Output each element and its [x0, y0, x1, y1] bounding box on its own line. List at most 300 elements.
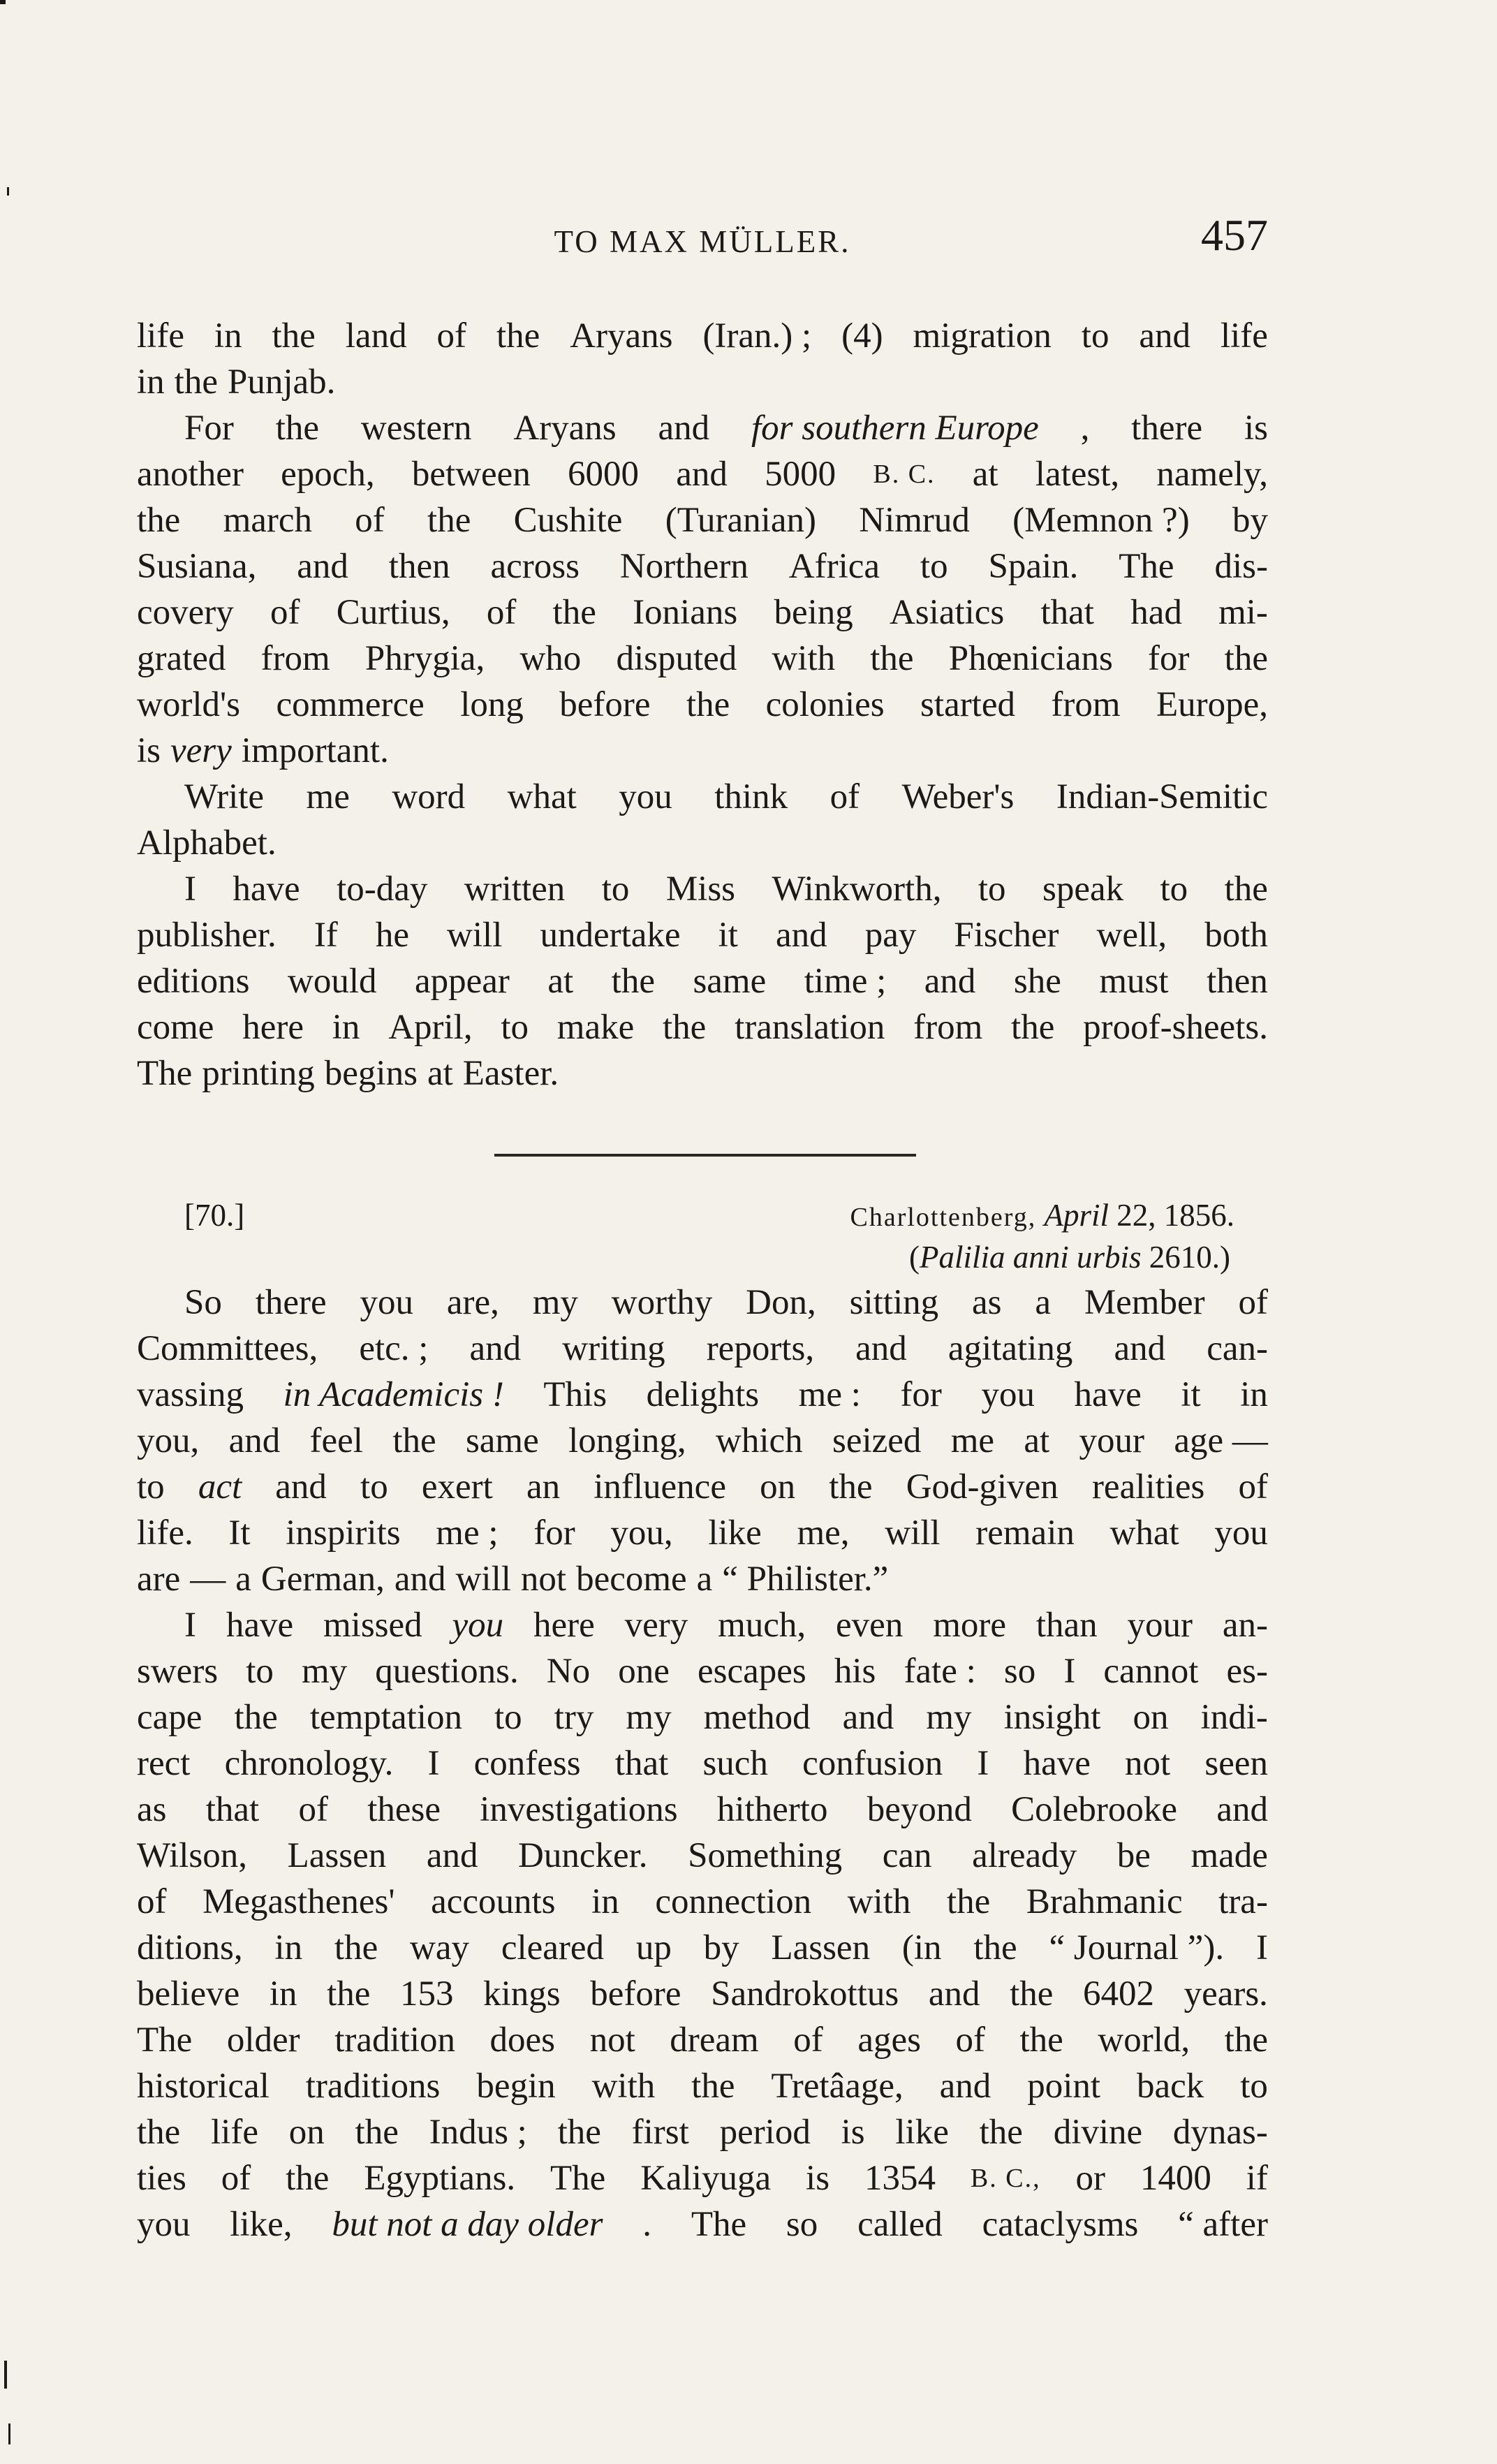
word: me	[950, 1421, 995, 1460]
word: the	[137, 501, 181, 540]
word: (Memnon ?)	[1012, 501, 1190, 540]
word: begin	[476, 2067, 556, 2106]
text-line	[137, 820, 1268, 866]
word: and	[228, 1421, 281, 1460]
word: in	[274, 1928, 303, 1967]
italic-word: for southern Europe	[751, 409, 1039, 448]
word: world's	[137, 685, 241, 724]
word: not	[1125, 1744, 1171, 1783]
word: Indus ;	[429, 2113, 527, 2152]
word: “ Philister.”	[722, 1560, 889, 1599]
word: Lassen	[287, 1836, 387, 1875]
word: more	[933, 1606, 1006, 1645]
page-header	[137, 210, 1268, 272]
word: Ionians	[633, 593, 738, 632]
word: I	[977, 1744, 989, 1783]
text-line	[137, 2109, 1268, 2155]
word: from	[1051, 685, 1121, 724]
word: it	[1181, 1375, 1201, 1414]
text-line	[137, 728, 1268, 774]
word: grated	[137, 639, 226, 678]
word: to	[137, 1467, 165, 1506]
word: Fischer	[954, 916, 1059, 955]
word: Alphabet.	[137, 823, 276, 863]
text-line	[137, 1326, 1268, 1372]
word: if	[1246, 2159, 1268, 2198]
word: the	[275, 409, 320, 448]
word: and	[775, 916, 827, 955]
word: well,	[1096, 916, 1167, 955]
text-line	[137, 1740, 1268, 1787]
word: which	[716, 1421, 803, 1460]
word: undertake	[540, 916, 681, 955]
word: Lassen	[771, 1928, 871, 1967]
word: what	[1109, 1513, 1179, 1553]
word: life	[211, 2113, 259, 2152]
text-line	[137, 1787, 1268, 1833]
word: land	[345, 316, 407, 355]
word: kings	[483, 1974, 561, 2014]
word: and	[1139, 316, 1191, 355]
word: Tretâage,	[771, 2067, 904, 2106]
word: can-	[1207, 1329, 1268, 1368]
word: colonies	[765, 685, 885, 724]
word: up	[635, 1928, 672, 1967]
word: Weber's	[901, 777, 1015, 816]
text-line	[137, 1556, 1268, 1602]
word: than	[1035, 1606, 1098, 1645]
word: as	[137, 1790, 167, 1829]
word: historical	[137, 2067, 270, 2106]
word: missed	[323, 1606, 422, 1645]
word: to	[920, 547, 948, 586]
note-latin: Palilia anni urbis	[919, 1240, 1142, 1275]
word: realities	[1091, 1467, 1205, 1506]
word: first	[631, 2113, 689, 2152]
word: proof-sheets.	[1083, 1008, 1268, 1047]
text-line	[137, 1879, 1268, 1925]
word: a	[1035, 1283, 1051, 1322]
small-caps-word: B. C.	[873, 460, 936, 489]
margin-speck	[7, 187, 9, 196]
word: so	[1003, 1652, 1036, 1691]
word: 5000	[765, 455, 836, 494]
word: life.	[137, 1513, 193, 1553]
word: the	[174, 362, 218, 402]
word: be	[1116, 1836, 1151, 1875]
word: questions.	[375, 1652, 519, 1691]
word: and	[297, 547, 348, 586]
word: God-given	[906, 1467, 1059, 1506]
word: the	[496, 316, 540, 355]
word: and	[658, 409, 710, 448]
word: I	[427, 1744, 440, 1783]
text-line	[137, 543, 1268, 589]
word: my	[302, 1652, 348, 1691]
word: being	[774, 593, 853, 632]
word: that	[205, 1790, 260, 1829]
word: to	[1081, 316, 1109, 355]
word: Punjab.	[227, 362, 336, 402]
word: inspirits	[286, 1513, 401, 1553]
text-line	[137, 1925, 1268, 1971]
word: is	[806, 2159, 830, 2198]
word: become	[576, 1560, 687, 1599]
text-line	[137, 2155, 1268, 2201]
word: on	[760, 1467, 796, 1506]
word: influence	[593, 1467, 726, 1506]
word: dis-	[1214, 547, 1268, 586]
word: your	[1079, 1421, 1144, 1460]
word: connection	[655, 1882, 812, 1921]
word: in	[332, 1008, 360, 1047]
word: here	[242, 1008, 304, 1047]
word: word	[392, 777, 466, 816]
word: the	[552, 593, 596, 632]
word: with	[591, 2067, 656, 2106]
word: of	[793, 2021, 823, 2060]
word: life	[137, 316, 184, 355]
word: in	[137, 362, 165, 402]
word: epoch,	[281, 455, 375, 494]
word: insight	[1003, 1698, 1101, 1737]
word: like,	[230, 2205, 293, 2244]
word: and	[275, 1467, 327, 1506]
word: agitating	[947, 1329, 1073, 1368]
word: Brahmanic	[1026, 1882, 1183, 1921]
word: believe	[137, 1974, 240, 2014]
word: does	[489, 2021, 556, 2060]
word: will	[455, 1560, 511, 1599]
running-head: TO MAX MÜLLER.	[554, 224, 851, 259]
word: to	[360, 1467, 388, 1506]
word: with	[772, 639, 836, 678]
word: from	[913, 1008, 983, 1047]
word: the	[234, 1698, 278, 1737]
letter-dateline	[850, 1194, 1234, 1238]
word: these	[367, 1790, 441, 1829]
word: here	[533, 1606, 595, 1645]
word: not	[520, 1560, 567, 1599]
word: Spain.	[988, 547, 1079, 586]
note-open-paren: (	[908, 1240, 920, 1275]
word: not	[589, 2021, 635, 2060]
text-line	[137, 866, 1268, 912]
word: as	[971, 1283, 1002, 1322]
word: in	[1240, 1375, 1268, 1414]
word: you	[137, 2205, 191, 2244]
italic-word: but not a day older	[332, 2205, 603, 2244]
word: older	[226, 2021, 300, 2060]
word: must	[1099, 962, 1169, 1001]
word: Europe,	[1156, 685, 1268, 724]
word: much,	[718, 1606, 806, 1645]
word: at	[547, 962, 574, 1001]
word: worthy	[611, 1283, 713, 1322]
word: chronology.	[224, 1744, 394, 1783]
word: come	[137, 1008, 214, 1047]
word: commerce	[276, 685, 425, 724]
word: you,	[137, 1421, 200, 1460]
word: cape	[137, 1698, 202, 1737]
word: Indian-Semitic	[1056, 777, 1268, 816]
word: of	[436, 316, 466, 355]
word: ,	[1080, 409, 1090, 448]
text-line	[137, 958, 1268, 1004]
word: is	[841, 2113, 865, 2152]
word: in	[214, 316, 242, 355]
word: Egyptians.	[364, 2159, 516, 2198]
text-line	[137, 1602, 1268, 1648]
word: vassing	[137, 1375, 244, 1414]
word: on	[288, 2113, 325, 2152]
word: hitherto	[716, 1790, 828, 1829]
word: dynas-	[1172, 2113, 1268, 2152]
word: .	[642, 2205, 652, 2244]
word: The	[137, 2021, 193, 2060]
word: Sandrokottus	[711, 1974, 899, 2014]
text-line	[137, 1464, 1268, 1510]
word: ties	[137, 2159, 186, 2198]
word: and	[939, 2067, 991, 2106]
word: such	[702, 1744, 768, 1783]
word: temptation	[309, 1698, 462, 1737]
word: you,	[610, 1513, 673, 1553]
text-line	[137, 359, 1268, 405]
word: across	[490, 547, 580, 586]
text-line	[137, 405, 1268, 451]
word: like	[895, 2113, 949, 2152]
text-line	[137, 1372, 1268, 1418]
word: and	[426, 1836, 478, 1875]
text-line	[137, 1418, 1268, 1464]
word: me,	[797, 1513, 850, 1553]
letter-date: 22, 1856.	[1109, 1198, 1234, 1233]
word: pay	[864, 916, 917, 955]
word: of	[1238, 1283, 1268, 1322]
word: the	[557, 2113, 601, 2152]
word: the	[327, 1974, 371, 2014]
word: tradition	[334, 2021, 455, 2060]
word: disputed	[616, 639, 737, 678]
word: 6000	[568, 455, 640, 494]
word: traditions	[305, 2067, 441, 2106]
word: 1400	[1140, 2159, 1211, 2198]
word: The	[1119, 547, 1174, 586]
text-line	[137, 1510, 1268, 1556]
word: to	[501, 1008, 529, 1047]
word: mi-	[1218, 593, 1268, 632]
word: you	[1214, 1513, 1268, 1553]
word: have	[1074, 1375, 1142, 1414]
word: are	[137, 1560, 181, 1599]
word: can	[882, 1836, 932, 1875]
word: long	[460, 685, 524, 724]
word: the	[611, 962, 655, 1001]
word: have	[233, 870, 300, 909]
word: the	[973, 1928, 1017, 1967]
word: Duncker.	[518, 1836, 648, 1875]
word: Member	[1084, 1283, 1205, 1322]
word: migration	[913, 316, 1052, 355]
word: Susiana,	[137, 547, 257, 586]
word: cannot	[1103, 1652, 1199, 1691]
word: tra-	[1218, 1882, 1268, 1921]
word: years.	[1183, 1974, 1268, 2014]
section-divider-rule	[494, 1154, 916, 1157]
word: begins	[324, 1054, 418, 1093]
word: investigations	[480, 1790, 678, 1829]
word: before	[590, 1974, 681, 2014]
word: life	[1220, 316, 1268, 355]
word: it	[718, 916, 738, 955]
word: Megasthenes'	[202, 1882, 395, 1921]
word: delights	[646, 1375, 760, 1414]
word: that	[1040, 593, 1094, 632]
word: ditions,	[137, 1928, 243, 1967]
word: accounts	[431, 1882, 556, 1921]
word: beyond	[867, 1790, 972, 1829]
word: with	[847, 1882, 911, 1921]
word: latest,	[1035, 455, 1120, 494]
word: in	[591, 1882, 619, 1921]
text-line	[137, 497, 1268, 543]
word: “ Journal ”).	[1049, 1928, 1225, 1967]
word: the	[870, 639, 914, 678]
word: try	[554, 1698, 594, 1737]
word: seized	[832, 1421, 922, 1460]
word: Winkworth,	[772, 870, 942, 909]
word: Something	[688, 1836, 843, 1875]
word: you	[619, 777, 672, 816]
word: or	[1075, 2159, 1105, 2198]
word: confusion	[802, 1744, 943, 1783]
letter-number: [70.]	[184, 1198, 245, 1233]
word: have	[1023, 1744, 1091, 1783]
margin-speck	[4, 2361, 7, 2389]
word: Write	[184, 777, 265, 816]
word: his	[834, 1652, 876, 1691]
word: of	[221, 2159, 251, 2198]
word: feel	[309, 1421, 363, 1460]
word: what	[507, 777, 577, 816]
word: the	[1011, 1008, 1055, 1047]
word: same	[465, 1421, 539, 1460]
word: to	[494, 1698, 522, 1737]
word: “ after	[1178, 2205, 1268, 2244]
word: before	[559, 685, 651, 724]
word: on	[1133, 1698, 1169, 1737]
word: like	[708, 1513, 762, 1553]
word: started	[920, 685, 1015, 724]
word: the	[137, 2113, 181, 2152]
word: made	[1190, 1836, 1268, 1875]
word: and	[855, 1329, 907, 1368]
word: of	[955, 2021, 985, 2060]
word: cleared	[501, 1928, 605, 1967]
word: —	[190, 1560, 226, 1599]
word: es-	[1226, 1652, 1268, 1691]
word: world,	[1098, 2021, 1190, 2060]
word: by	[1232, 501, 1268, 540]
text-line	[137, 1833, 1268, 1879]
text-line	[137, 2063, 1268, 2109]
word: to	[1160, 870, 1188, 909]
word: 153	[400, 1974, 454, 2014]
word: an	[526, 1467, 561, 1506]
italic-word: act	[198, 1467, 242, 1506]
text-line	[137, 1648, 1268, 1694]
word: writing	[562, 1329, 665, 1368]
word: Cushite	[513, 501, 623, 540]
word: the	[1224, 2021, 1268, 2060]
word: confess	[473, 1744, 581, 1783]
word: and	[676, 455, 728, 494]
word: Wilson,	[137, 1836, 248, 1875]
word: I	[1063, 1652, 1076, 1691]
word: and	[1114, 1329, 1166, 1368]
word: I	[1255, 1928, 1268, 1967]
word: western	[360, 409, 472, 448]
word: there	[255, 1283, 327, 1322]
text-block-continued	[137, 313, 1268, 1097]
word: then	[388, 547, 450, 586]
word: at	[427, 1054, 453, 1093]
word: Aryans	[570, 316, 673, 355]
word: of	[298, 1790, 328, 1829]
word: for	[900, 1375, 942, 1414]
text-line	[137, 1694, 1268, 1740]
word: (Iran.) ;	[702, 316, 812, 355]
margin-speck	[0, 0, 6, 4]
word: the	[1224, 870, 1268, 909]
word: you	[360, 1283, 414, 1322]
word: the	[427, 501, 471, 540]
word: dream	[670, 2021, 759, 2060]
word: the	[663, 1008, 707, 1047]
word: the	[946, 1882, 991, 1921]
word: April,	[388, 1008, 473, 1047]
word: my	[626, 1698, 672, 1737]
letter-heading	[184, 1194, 1234, 1278]
word: the	[686, 685, 730, 724]
word: Phrygia,	[364, 639, 485, 678]
word: very	[624, 1606, 688, 1645]
word: Aryans	[513, 409, 617, 448]
word: escapes	[697, 1652, 806, 1691]
word: Asiatics	[889, 593, 1005, 632]
word: who	[519, 639, 582, 678]
word: same	[693, 962, 767, 1001]
word: way	[410, 1928, 469, 1967]
word: namely,	[1156, 455, 1268, 494]
word: rect	[137, 1744, 191, 1783]
word: This	[543, 1375, 607, 1414]
word: appear	[414, 962, 510, 1001]
word: the	[1019, 2021, 1063, 2060]
word: both	[1204, 916, 1268, 955]
word: Curtius,	[336, 593, 450, 632]
italic-word: very	[170, 731, 232, 770]
word: the	[1010, 1974, 1054, 2014]
word: exert	[421, 1467, 493, 1506]
small-caps-word: B. C.,	[970, 2164, 1041, 2193]
word: even	[836, 1606, 904, 1645]
word: period	[719, 2113, 811, 2152]
text-line	[137, 313, 1268, 359]
word: covery	[137, 593, 234, 632]
word: will	[885, 1513, 941, 1553]
